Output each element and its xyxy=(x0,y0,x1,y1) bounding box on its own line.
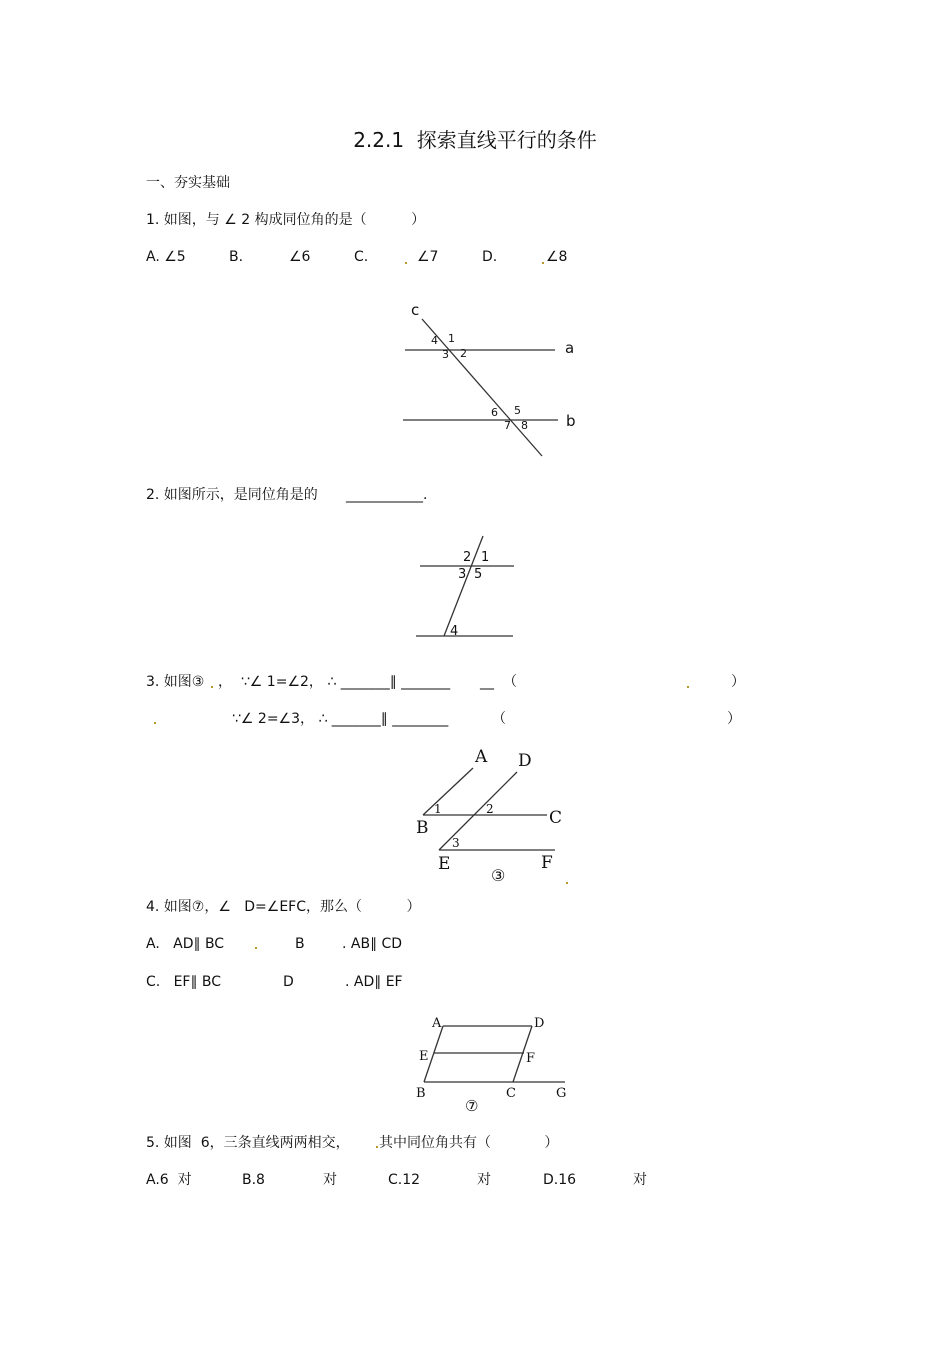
q3-line1: ， ∵∠ 1=∠2， ∴ _______∥ _______ xyxy=(218,674,451,690)
angle-label: 5 xyxy=(474,567,483,582)
angle-label: 2 xyxy=(486,802,494,816)
angle-label: 1 xyxy=(448,332,455,345)
point-label: D xyxy=(534,1016,545,1031)
q3-line2-paren-open: （ xyxy=(492,711,506,727)
angle-label: 7 xyxy=(504,419,511,432)
point-label: F xyxy=(541,853,553,873)
figure-caption: ⑦ xyxy=(465,1097,479,1115)
point-label: E xyxy=(419,1049,429,1064)
angle-label: 5 xyxy=(514,404,521,417)
figure-caption: ③ xyxy=(491,866,506,885)
q2-stem: 2. 如图所示，是同位角是的 xyxy=(146,487,318,503)
speck-mark xyxy=(542,262,544,264)
speck-mark xyxy=(255,947,257,949)
figure-q3 xyxy=(405,740,580,885)
speck-mark xyxy=(566,882,568,884)
label-c: c xyxy=(411,301,420,319)
angle-label: 3 xyxy=(458,567,467,582)
q4-option-b-label: B xyxy=(295,936,305,952)
speck-mark xyxy=(154,722,156,724)
speck-mark xyxy=(211,686,213,688)
angle-label: 4 xyxy=(431,334,438,347)
q5-option-b-label: B.8 xyxy=(242,1172,265,1188)
q1-option-d-value: ∠8 xyxy=(546,249,568,265)
angle-label: 2 xyxy=(460,347,467,360)
figure-q1 xyxy=(395,298,595,463)
angle-label: 6 xyxy=(491,406,498,419)
angle-label: 1 xyxy=(434,802,442,816)
line-ed xyxy=(439,772,517,850)
line-c xyxy=(422,319,542,456)
q5-option-b-unit: 对 xyxy=(323,1172,337,1188)
q4-option-d-value: . AD∥ EF xyxy=(345,974,403,990)
q2-blank: ___________. xyxy=(346,487,428,503)
q3-line2: ∵∠ 2=∠3， ∴ _______∥ ________ xyxy=(232,711,449,727)
q5-option-d-unit: 对 xyxy=(633,1172,647,1188)
page-title: 2.2.1 探索直线平行的条件 xyxy=(353,128,597,152)
angle-label: 3 xyxy=(452,836,460,850)
angle-label: 3 xyxy=(442,348,449,361)
q5-option-d-label: D.16 xyxy=(543,1172,577,1188)
q4-option-d-label: D xyxy=(283,974,294,990)
point-label: B xyxy=(416,1086,426,1101)
q1-option-b-label: B. xyxy=(229,249,244,265)
q1-option-a: A. ∠5 xyxy=(146,249,186,265)
angle-label: 2 xyxy=(463,550,472,565)
q1-option-b-value: ∠6 xyxy=(289,249,311,265)
q5-option-a: A.6 对 xyxy=(146,1172,192,1188)
label-a: a xyxy=(565,339,575,357)
q5-stem-tail: 其中同位角共有（ ） xyxy=(379,1135,559,1151)
q1-option-c-label: C. xyxy=(354,249,369,265)
q3-line2-paren-close: ） xyxy=(727,711,741,727)
line-ba xyxy=(423,768,473,815)
q3-line1-paren-close: ） xyxy=(731,674,745,690)
q5-option-c-label: C.12 xyxy=(388,1172,421,1188)
point-label: A xyxy=(475,747,488,767)
q4-option-a: A. AD∥ BC xyxy=(146,936,225,952)
point-label: A xyxy=(432,1016,442,1031)
q1-option-d-label: D. xyxy=(482,249,498,265)
q5-option-c-unit: 对 xyxy=(477,1172,491,1188)
angle-label: 1 xyxy=(481,550,490,565)
speck-mark xyxy=(687,686,689,688)
point-label: E xyxy=(438,854,451,874)
q3-line1-prefix: 3. 如图③ xyxy=(146,674,205,690)
q1-stem: 1. 如图，与 ∠ 2 构成同位角的是（ ） xyxy=(146,212,426,228)
q5-stem: 5. 如图 6，三条直线两两相交， xyxy=(146,1135,350,1151)
figure-q2 xyxy=(410,530,525,645)
point-label: D xyxy=(518,751,532,771)
q4-option-b-value: . AB∥ CD xyxy=(342,936,403,952)
point-label: C xyxy=(549,808,563,828)
speck-mark xyxy=(376,1146,378,1148)
speck-mark xyxy=(405,262,407,264)
q4-stem: 4. 如图⑦，∠ D=∠EFC，那么（ ） xyxy=(146,899,421,915)
q1-option-c-value: ∠7 xyxy=(417,249,439,265)
point-label: F xyxy=(526,1051,536,1066)
angle-label: 4 xyxy=(450,624,459,639)
point-label: B xyxy=(416,818,429,838)
point-label: C xyxy=(506,1086,516,1101)
q3-line1-blank-tail: __ xyxy=(480,674,494,690)
q3-line1-paren-open: （ xyxy=(503,674,517,690)
q4-option-c: C. EF∥ BC xyxy=(146,974,222,990)
label-b: b xyxy=(566,412,576,430)
angle-label: 8 xyxy=(521,419,528,432)
point-label: G xyxy=(556,1086,567,1101)
figure-q4 xyxy=(410,1010,575,1120)
section-heading: 一、夯实基础 xyxy=(146,175,230,191)
